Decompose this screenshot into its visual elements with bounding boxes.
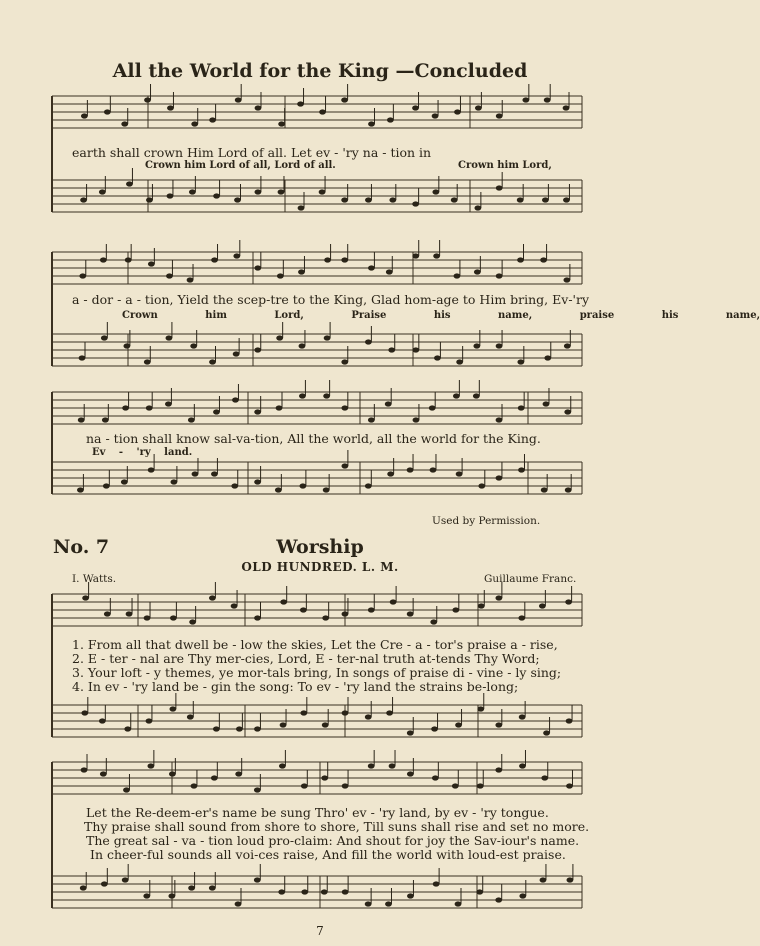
verse4-line2: In cheer-ful sounds all voi-ces raise, And fill the world with loud-est praise.	[90, 847, 566, 862]
verse3-line1: 3. Your loft - y themes, ye mor-tals bring, In songs of praise di - vine - ly sing;	[72, 665, 562, 680]
system2-lyric: a - dor - a - tion, Yield the scep-tre to the King, Glad hom-age to Him bring, Ev-'ry	[72, 292, 590, 307]
system3-lyric: na - tion shall know sal-va-tion, All the world, all the world for the King.	[86, 431, 541, 446]
system1-alto-lyric-b: Crown him Lord,	[458, 160, 552, 171]
page-number: 7	[316, 924, 324, 938]
author: I. Watts.	[72, 573, 117, 585]
verse2-line1: 2. E - ter - nal are Thy mer-cies, Lord, E - ter-nal truth at-tends Thy Word;	[72, 651, 540, 666]
page-title: All the World for the King —Concluded	[112, 60, 528, 82]
tune-name: OLD HUNDRED. L. M.	[241, 560, 399, 574]
verse2-line2: Thy praise shall sound from shore to shore, Till suns shall rise and set no more.	[84, 819, 590, 834]
verse1-line2: Let the Re-deem-er's name be sung Thro' ev - 'ry land, by ev - 'ry tongue.	[86, 805, 549, 820]
system1-alto-lyric-a: Crown him Lord of all, Lord of all.	[145, 160, 336, 171]
composer: Guillaume Franc.	[484, 573, 577, 585]
verse1-line1: 1. From all that dwell be - low the skies, Let the Cre - a - tor's praise a - rise,	[72, 637, 558, 652]
verse4-line1: 4. In ev - 'ry land be - gin the song: To ev - 'ry land the strains be-long;	[72, 679, 519, 694]
system2-alto-lyric: Crown him Lord, Praise his name, praise his name,	[122, 310, 760, 321]
verse3-line2: The great sal - va - tion loud pro-claim: And shout for joy the Sav-iour's name.	[86, 833, 580, 848]
hymn-number: No. 7	[53, 536, 110, 558]
system1-lyric: earth shall crown Him Lord of all. Let ev - 'ry na - tion in	[72, 145, 432, 160]
hymn-title: Worship	[276, 536, 364, 558]
used-by-permission: Used by Permission.	[432, 515, 541, 527]
system3-alto-lyric: Ev - 'ry land.	[92, 447, 193, 458]
